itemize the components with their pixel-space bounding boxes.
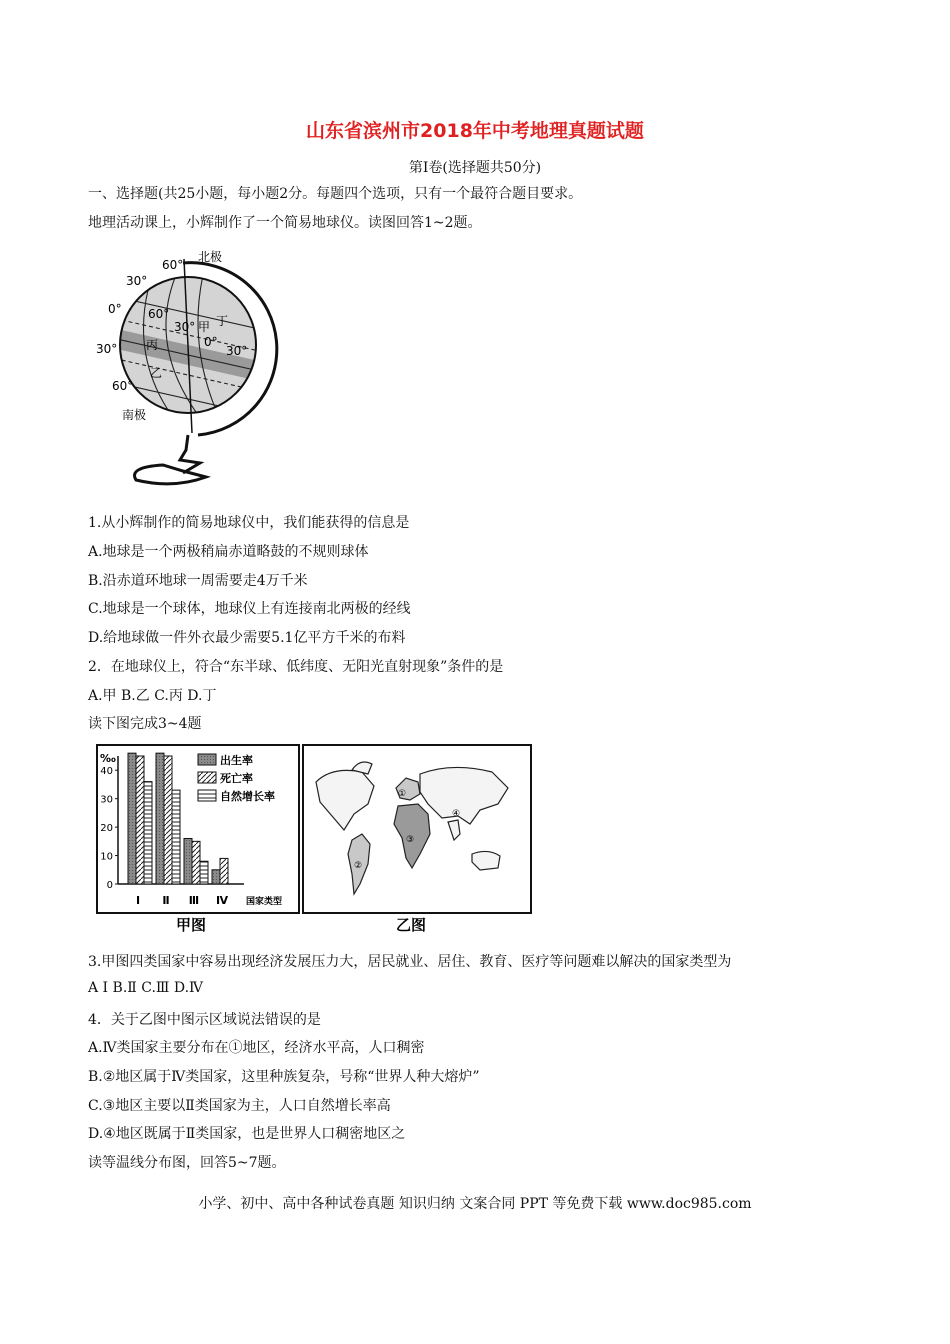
question-1-option-d: D.给地球做一件外衣最少需要5.1亿平方千米的布料 [88, 630, 406, 646]
category-label: Ⅳ [215, 894, 229, 907]
label-right30: 30° [226, 344, 248, 358]
question-4-stem: 4．关于乙图中图示区域说法错误的是 [88, 1012, 321, 1028]
legend-label: 死亡率 [220, 772, 253, 785]
category-label: Ⅲ [188, 894, 200, 907]
bar-2-2 [164, 756, 172, 884]
population-chart [96, 744, 301, 934]
question-2-stem: 2．在地球仪上，符合“东半球、低纬度、无阳光直射现象”条件的是 [88, 659, 504, 675]
world-map [302, 744, 532, 934]
bar-1-1 [128, 753, 136, 884]
globe-figure [88, 245, 288, 490]
label-ding: 丁 [216, 314, 229, 328]
map-marker-4: ④ [452, 809, 461, 819]
question-intro-1-2: 地理活动课上，小辉制作了一个简易地球仪。读图回答1~2题。 [88, 215, 482, 231]
chart-title: 甲图 [176, 916, 207, 934]
bar-3-2 [172, 790, 180, 884]
question-4-option-c: C.③地区主要以Ⅱ类国家为主，人口自然增长率高 [88, 1098, 391, 1114]
instructions: 一、选择题(共25小题，每小题2分。每题四个选项，只有一个最符合题目要求。 [88, 186, 583, 202]
legend-swatch [198, 754, 216, 765]
label-bing: 丙 [146, 338, 159, 352]
bar-3-1 [144, 782, 152, 884]
label-in0: 0° [204, 335, 218, 349]
label-30n: 30° [126, 274, 148, 288]
legend-label: 出生率 [220, 754, 253, 767]
legend-label: 自然增长率 [220, 790, 275, 803]
bar-1-4 [212, 870, 220, 884]
label-jia: 甲 [198, 320, 211, 334]
question-4-option-b: B.②地区属于Ⅳ类国家，这里种族复杂，号称“世界人种大熔炉” [88, 1069, 480, 1085]
label-equator: 0° [108, 302, 122, 316]
bar-2-3 [192, 841, 200, 884]
bar-2-1 [136, 756, 144, 884]
question-3-stem: 3.甲图四类国家中容易出现经济发展压力大，居民就业、居住、教育、医疗等问题难以解决的国家类型为 [88, 954, 732, 970]
bar-1-3 [184, 838, 192, 884]
question-2-options: A.甲 B.乙 C.丙 D.丁 [88, 688, 217, 704]
question-4-option-a: A.Ⅳ类国家主要分布在①地区，经济水平高，人口稠密 [88, 1040, 425, 1056]
label-north-pole: 北极 [198, 250, 223, 264]
y-tick-label: 10 [100, 851, 113, 863]
bar-3-3 [200, 861, 208, 884]
map-marker-2: ② [354, 861, 363, 871]
question-1-option-a: A.地球是一个两极稍扁赤道略鼓的不规则球体 [88, 544, 369, 560]
label-yi: 乙 [150, 366, 163, 380]
page-title: 山东省滨州市2018年中考地理真题试题 [306, 120, 644, 142]
bar-1-2 [156, 753, 164, 884]
label-60n: 60° [162, 258, 184, 272]
page-footer: 小学、初中、高中各种试卷真题 知识归纳 文案合同 PPT 等免费下载 www.doc985.com [198, 1196, 752, 1212]
y-axis-unit: ‰ [100, 752, 116, 765]
question-1-option-c: C.地球是一个球体，地球仪上有连接南北两极的经线 [88, 601, 411, 617]
question-intro-5-7: 读等温线分布图，回答5~7题。 [88, 1155, 286, 1171]
category-label: Ⅰ [135, 894, 141, 907]
label-in30: 30° [174, 320, 196, 334]
legend-swatch [198, 772, 216, 783]
map-marker-3: ③ [406, 835, 415, 845]
question-1-stem: 1.从小辉制作的简易地球仪中，我们能获得的信息是 [88, 515, 410, 531]
label-60s: 60° [112, 379, 134, 393]
label-30s: 30° [96, 342, 118, 356]
map-title: 乙图 [396, 916, 427, 934]
question-intro-3-4: 读下图完成3~4题 [88, 716, 202, 732]
y-tick-label: 0 [106, 880, 113, 891]
question-1-option-b: B.沿赤道环地球一周需要走4万千米 [88, 573, 308, 589]
question-3-options: A Ⅰ B.Ⅱ C.Ⅲ D.Ⅳ [88, 980, 204, 996]
y-tick-label: 40 [100, 766, 113, 778]
map-marker-1: ① [398, 789, 407, 799]
question-4-option-d: D.④地区既属于Ⅱ类国家，也是世界人口稠密地区之 [88, 1126, 406, 1142]
x-axis-label: 国家类型 [246, 897, 283, 907]
label-in60: 60° [148, 307, 170, 321]
section-subtitle: 第Ⅰ卷(选择题共50分) [408, 160, 542, 176]
category-label: Ⅱ [162, 894, 170, 907]
y-tick-label: 30 [100, 794, 113, 806]
y-tick-label: 20 [100, 823, 113, 835]
legend-swatch [198, 790, 216, 801]
bar-2-4 [220, 858, 228, 884]
label-south-pole: 南极 [122, 408, 147, 422]
